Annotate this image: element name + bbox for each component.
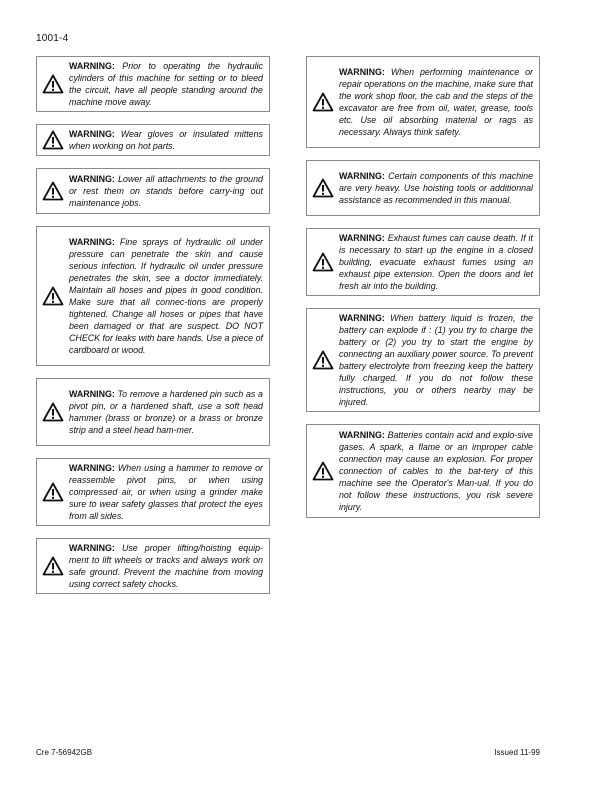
warning-triangle-icon xyxy=(41,555,65,577)
warning-text: WARNING: Wear gloves or insulated mittens when working on hot parts. xyxy=(69,129,263,151)
warning-box xyxy=(306,228,540,296)
warning-box xyxy=(36,378,270,446)
footer-document-code: Cre 7-56942GB xyxy=(36,748,93,757)
warning-text: WARNING: Lower all attachments to the ground or rest them on stands before carry-ing out maintenance jobs. xyxy=(69,174,263,208)
warning-triangle-icon xyxy=(311,460,335,482)
warning-triangle-icon xyxy=(311,349,335,371)
footer-issue-date: Issued 11-99 xyxy=(494,748,540,757)
warnings-column-left xyxy=(36,56,270,606)
warning-box xyxy=(306,160,540,216)
warnings-column-right xyxy=(306,56,540,530)
warning-text: WARNING: Exhaust fumes can cause death. If it is necessary to start up the engine in a closed building, evacuate exhaust fumes using an exhaust pipe extension. Open the doors and let fresh air into the building. xyxy=(339,233,533,291)
warning-text: WARNING: When battery liquid is frozen, the battery can explode if : (1) you try to charge the battery or (2) you try to start the engine by connecting an auxiliary power source. To prevent battery electrolyte from freezing keep the battery fully charged. If you do not follow these instructions, you or others nearby may be injured. xyxy=(339,313,533,407)
warning-text: WARNING: Fine sprays of hydraulic oil under pressure can penetrate the skin and cause serious infection. If hydraulic oil under pressure penetrates the skin, see a doctor immediately. Maintain all hoses and pipes in good condition. Make sure that all connec-tions are properly tightened. Change all hoses or pipes that have been damaged or that are suspect. DO NOT CHECK for leaks with bare hands. Use a piece of cardboard or wood. xyxy=(69,237,264,355)
warning-text: WARNING: Batteries contain acid and explo-sive gases. A spark, a flame or an improper cable connection may cause an explosion. For proper connection of cables to the bat-tery of this machine see the Operator's Man-ual. If you do not follow these instructions, you risk severe injury. xyxy=(339,430,533,512)
warning-box xyxy=(36,226,270,366)
warning-triangle-icon xyxy=(41,285,65,307)
warning-box xyxy=(36,168,270,214)
warning-triangle-icon xyxy=(41,481,65,503)
warning-triangle-icon xyxy=(311,91,335,113)
warning-text: WARNING: When using a hammer to remove or reassemble pivot pins, or when using compressed air, or when using a grinder make sure to wear safety glasses that protect the eyes from all sides. xyxy=(69,463,263,521)
warning-box xyxy=(36,56,270,112)
warning-box xyxy=(36,124,270,156)
warning-text: WARNING: To remove a hardened pin such as a pivot pin, or a hardened shaft, use a soft head hammer (brass or bronze) or a brass or bronze strip and a steel head ham-mer. xyxy=(69,389,263,435)
warning-box xyxy=(306,308,540,412)
warning-triangle-icon xyxy=(41,180,65,202)
warning-triangle-icon xyxy=(41,129,65,151)
warning-triangle-icon xyxy=(311,177,335,199)
page-number: 1001-4 xyxy=(36,33,69,44)
warning-box xyxy=(306,424,540,518)
warning-box xyxy=(36,538,270,594)
warning-text: WARNING: When performing maintenance or repair operations on the machine, make sure that the work shop floor, the cab and the steps of the excavator are free from oil, water, grease, tools etc. Use oil absorbing material or rags as necessary. Always think safety. xyxy=(339,67,534,137)
warning-box xyxy=(36,458,270,526)
warning-text: WARNING: Use proper lifting/hoisting equip-ment to lift wheels or tracks and always work on safe ground. Prevent the machine from moving using correct safety chocks. xyxy=(69,543,264,589)
warning-text: WARNING: Prior to operating the hydraulic cylinders of this machine for setting or to bleed the circuit, have all people standing around the machine move away. xyxy=(69,61,263,107)
warning-triangle-icon xyxy=(41,401,65,423)
warning-triangle-icon xyxy=(311,251,335,273)
warning-triangle-icon xyxy=(41,73,65,95)
warning-box xyxy=(306,56,540,148)
warning-text: WARNING: Certain components of this machine are very heavy. Use hoisting tools or additionnal assistance as recommended in this manual. xyxy=(339,171,533,205)
